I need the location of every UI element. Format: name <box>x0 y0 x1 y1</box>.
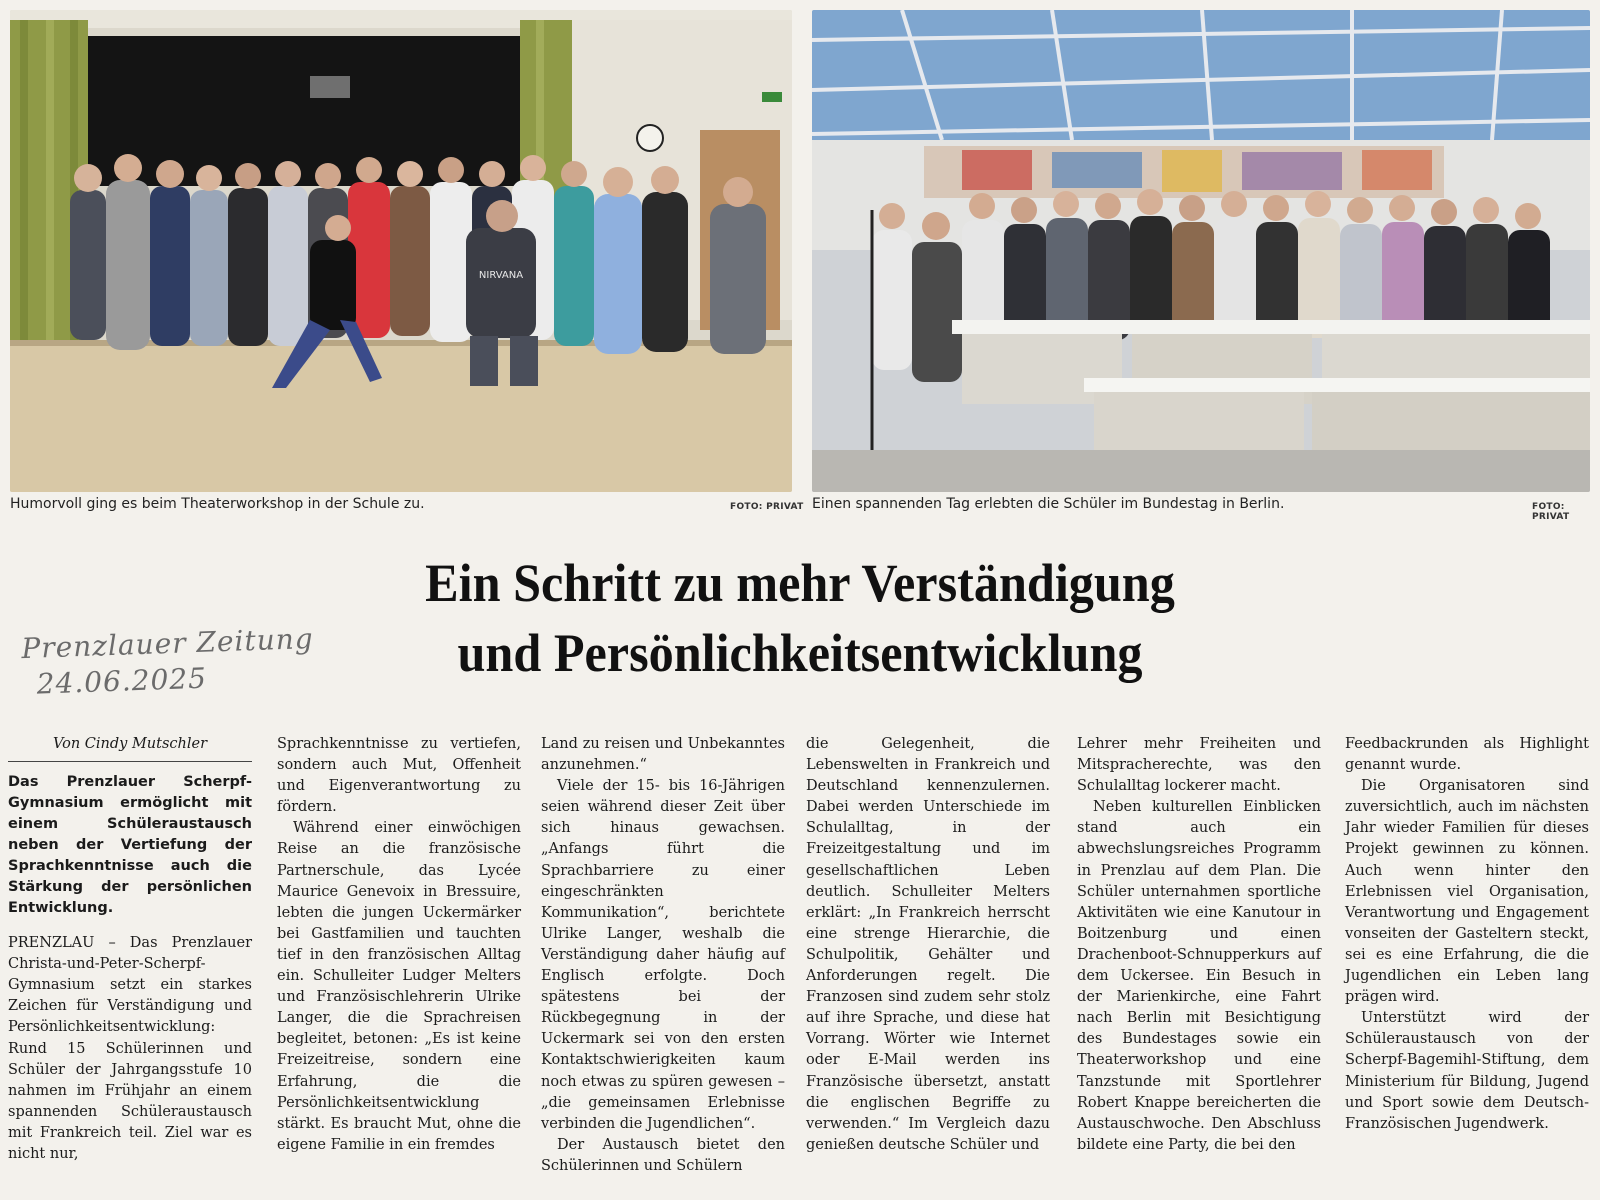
photo-caption-right: Einen spannenden Tag erlebten die Schüler im Bundestag in Berlin. <box>812 496 1285 512</box>
handwritten-newspaper-name: Prenzlauer Zeitung <box>20 621 315 666</box>
article-paragraph: Neben kulturellen Einblicken stand auch ein abwechslungsreiches Programm in Prenzlau auf dem Plan. Die Schüler unternahmen sportliche Aktivitäten wie eine Kanutour in Boitzenburg und einen Drachenboot-Schnupperkurs auf dem Uckersee. Ein Besuch in der Marienkirche, eine Fahrt nach Berlin mit Besichtigung des Bundestages sowie ein Theaterworkshop und eine Tanzstunde mit Sportlehrer Robert Knappe bereicherten die Austauschwoche. Den Abschluss bildete eine Party, die bei den <box>1077 799 1321 1153</box>
headline-line-1: Ein Schritt zu mehr Verständigung <box>425 553 1175 613</box>
article-paragraph: die Gelegenheit, die Lebenswelten in Frankreich und Deutschland kennenzulernen. Dabei werden Unterschiede im Schulalltag, in der Freizeitgestaltung und im gesellschaftlichen Leben deutlich. Schulleiter Melters erklärt: „In Frankreich herrscht eine strenge Hierarchie, die Schulpolitik, Gehälter und Anforderungen regelt. Die Franzosen sind zudem sehr stolz auf ihre Sprache, und diese hat Vorrang. Wörter wie Internet oder E-Mail werden ins Französische übersetzt, anstatt die englischen Begriffe zu verwenden.“ Im Vergleich dazu genießen deutsche Schüler und <box>806 736 1050 1153</box>
article-paragraph: Der Austausch bietet den Schülerinnen und Schülern <box>541 1136 785 1174</box>
article-column-6 <box>1345 734 1589 1135</box>
article-column-1 <box>8 734 252 1165</box>
photo-credit-right: FOTO: PRIVAT <box>1532 502 1570 522</box>
article-paragraph: Während einer einwöchigen Reise an die französische Partnerschule, das Lycée Maurice Genevoix in Bressuire, lebten die jungen Uckermärker bei Gastfamilien und tauchten tief in den französischen Alltag ein. Schulleiter Ludger Melters und Französischlehrerin Ulrike Langer, die die Sprachreisen begleitet, betonen: „Es ist keine Freizeitreise, sondern eine Erfahrung, die die Persönlichkeitsentwicklung stärkt. Es braucht Mut, ohne die eigene Familie in ein fremdes <box>277 820 521 1153</box>
article-column-3 <box>541 734 785 1177</box>
article-paragraph: Land zu reisen und Unbekanntes anzunehmen.“ <box>541 736 785 774</box>
photo-bundestag <box>812 10 1590 492</box>
photo-credit-left: FOTO: PRIVAT <box>730 502 804 512</box>
article-byline: Von Cindy Mutschler <box>8 734 252 762</box>
article-paragraph: Lehrer mehr Freiheiten und Mitspracherechte, was den Schulalltag lockerer macht. <box>1077 736 1321 795</box>
article-paragraph: Viele der 15- bis 16-Jährigen seien während dieser Zeit über sich hinaus gewachsen. „Anfangs führt die Sprachbarriere zu einer eingeschränkten Kommunikation“, berichtete Ulrike Langer, weshalb die Verständigung daher häufig auf Englisch erfolgte. Doch spätestens bei der Rückbegegnung in der Uckermark sei von den ersten Kontaktschwierigkeiten kaum noch etwas zu spüren gewesen – „die gemeinsamen Erlebnisse verbinden die Jugendlichen“. <box>541 778 785 1132</box>
article-paragraph: Sprachkenntnisse zu vertiefen, sondern auch Mut, Offenheit und Eigenverantwortung zu fördern. <box>277 736 521 816</box>
article-lead: Das Prenzlauer Scherpf-Gymnasium ermöglicht mit einem Schüleraustausch neben der Vertiefung der Sprachkenntnisse auch die Stärkung der persönlichen Entwicklung. <box>8 774 252 917</box>
article-paragraph: Unterstützt wird der Schüleraustausch von der Scherpf-Bagemihl-Stiftung, dem Ministerium für Bildung, Jugend und Sport sowie dem Deutsch-Französischen Jugendwerk. <box>1345 1010 1589 1132</box>
article-column-2 <box>277 734 521 1156</box>
article-paragraph: PRENZLAU – Das Prenzlauer Christa-und-Peter-Scherpf-Gymnasium setzt ein starkes Zeichen für Verständigung und Persönlichkeitsentwicklung: Rund 15 Schülerinnen und Schüler der Jahrgangsstufe 10 nahmen im Frühjahr an einem spannenden Schüleraustausch mit Frankreich teil. Ziel war es nicht nur, <box>8 935 252 1163</box>
headline-line-2: und Persönlichkeitsentwicklung <box>457 623 1143 683</box>
article-paragraph: Feedbackrunden als Highlight genannt wurde. <box>1345 736 1589 774</box>
photo-caption-left: Humorvoll ging es beim Theaterworkshop in der Schule zu. <box>10 496 425 512</box>
handwritten-source-note <box>21 621 316 703</box>
handwritten-date: 24.06.2025 <box>36 661 208 701</box>
photo-theaterworkshop <box>10 10 792 492</box>
photo-shirt-print: NIRVANA <box>478 270 524 281</box>
photo-bundestag-image <box>812 10 1590 492</box>
photo-theaterworkshop-image <box>10 10 792 492</box>
article-column-5 <box>1077 734 1321 1156</box>
article-paragraph: Die Organisatoren sind zuversichtlich, auch im nächsten Jahr wieder Familien für dieses Projekt gewinnen zu können. Auch wenn hinter den Erlebnissen viel Organisation, Verantwortung und Engagement vonseiten der Gasteltern steckt, sei es eine Erfahrung, die die Jugendlichen ein Leben lang prägen wird. <box>1345 778 1589 1006</box>
article-column-4 <box>806 734 1050 1156</box>
